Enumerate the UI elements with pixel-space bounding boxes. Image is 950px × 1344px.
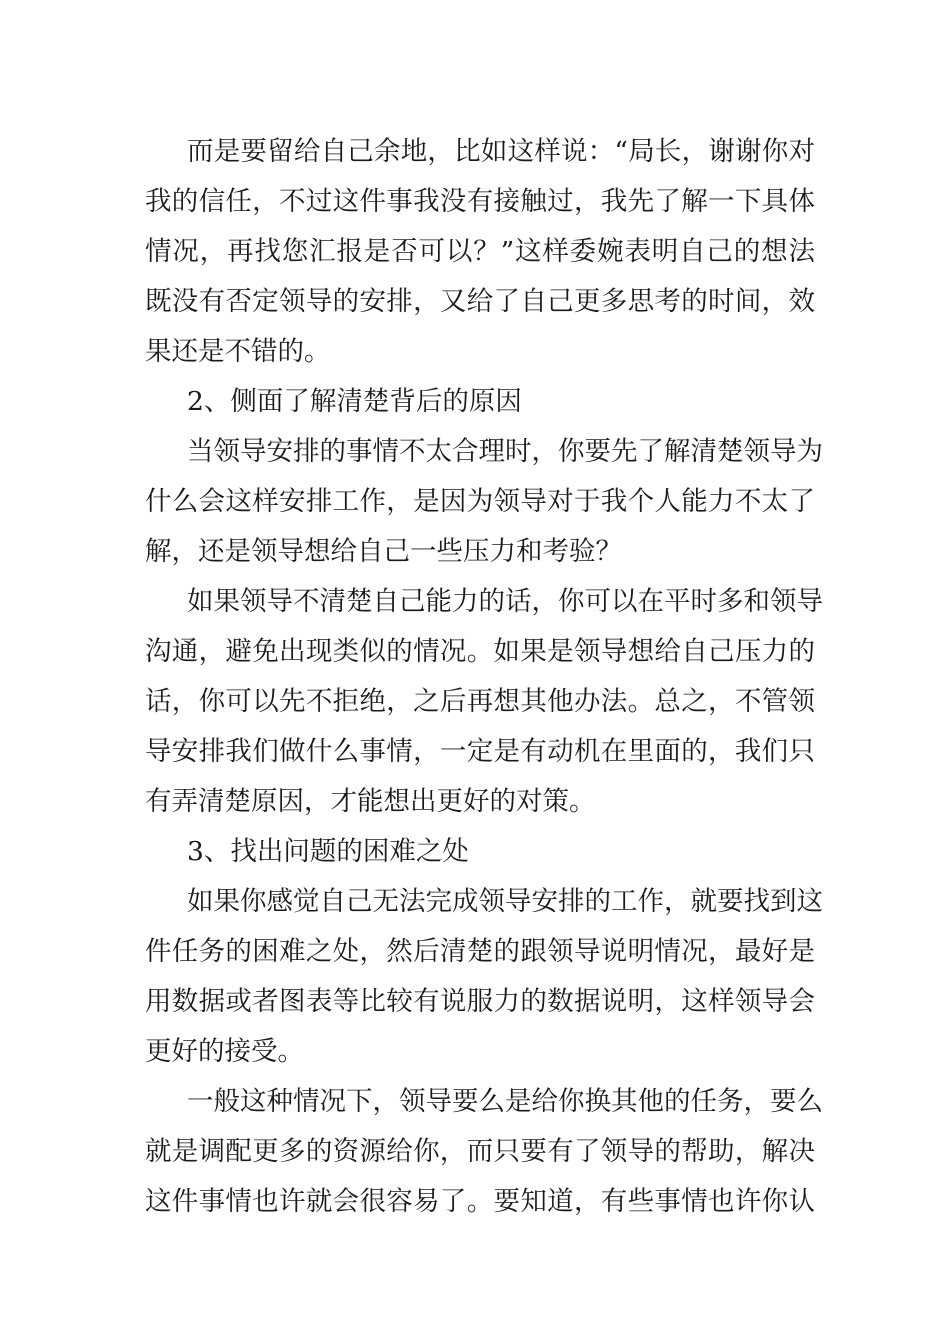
text-line: 果还是不错的。 <box>145 336 331 367</box>
text-line: 而是要留给自己余地，比如这样说：“局长，谢谢你对 <box>187 136 815 167</box>
text-line: 什么会这样安排工作，是因为领导对于我个人能力不太了 <box>145 486 815 517</box>
text-line: 既没有否定领导的安排，又给了自己更多思考的时间，效 <box>145 286 815 317</box>
document-page <box>145 127 823 1227</box>
text-line: 我的信任，不过这件事我没有接触过，我先了解一下具体 <box>145 186 815 217</box>
text-line: 如果你感觉自己无法完成领导安排的工作，就要找到这 <box>187 886 823 917</box>
paragraph <box>145 1077 823 1227</box>
text-line: 如果领导不清楚自己能力的话，你可以在平时多和领导 <box>187 586 823 617</box>
paragraph <box>145 577 823 827</box>
text-line: 用数据或者图表等比较有说服力的数据说明，这样领导会 <box>145 986 815 1017</box>
text-line: 情况，再找您汇报是否可以？”这样委婉表明自己的想法 <box>145 236 815 267</box>
text-line: 当领导安排的事情不太合理时，你要先了解清楚领导为 <box>187 436 823 467</box>
text-line: 就是调配更多的资源给你，而只要有了领导的帮助，解决 <box>145 1136 815 1167</box>
paragraph <box>145 127 815 377</box>
text-line: 沟通，避免出现类似的情况。如果是领导想给自己压力的 <box>145 636 815 667</box>
paragraph <box>145 427 823 577</box>
section-heading: 3、找出问题的困难之处 <box>187 836 469 867</box>
text-line: 一般这种情况下，领导要么是给你换其他的任务，要么 <box>187 1086 823 1117</box>
text-line: 这件事情也许就会很容易了。要知道，有些事情也许你认 <box>145 1186 815 1217</box>
text-line: 更好的接受。 <box>145 1036 304 1067</box>
paragraph <box>145 877 823 1077</box>
text-line: 有弄清楚原因，才能想出更好的对策。 <box>145 786 596 817</box>
text-line: 解，还是领导想给自己一些压力和考验？ <box>145 536 622 567</box>
text-line: 件任务的困难之处，然后清楚的跟领导说明情况，最好是 <box>145 936 815 967</box>
section-heading: 2、侧面了解清楚背后的原因 <box>187 386 522 417</box>
text-line: 导安排我们做什么事情，一定是有动机在里面的，我们只 <box>145 736 815 767</box>
text-line: 话，你可以先不拒绝，之后再想其他办法。总之，不管领 <box>145 686 815 717</box>
